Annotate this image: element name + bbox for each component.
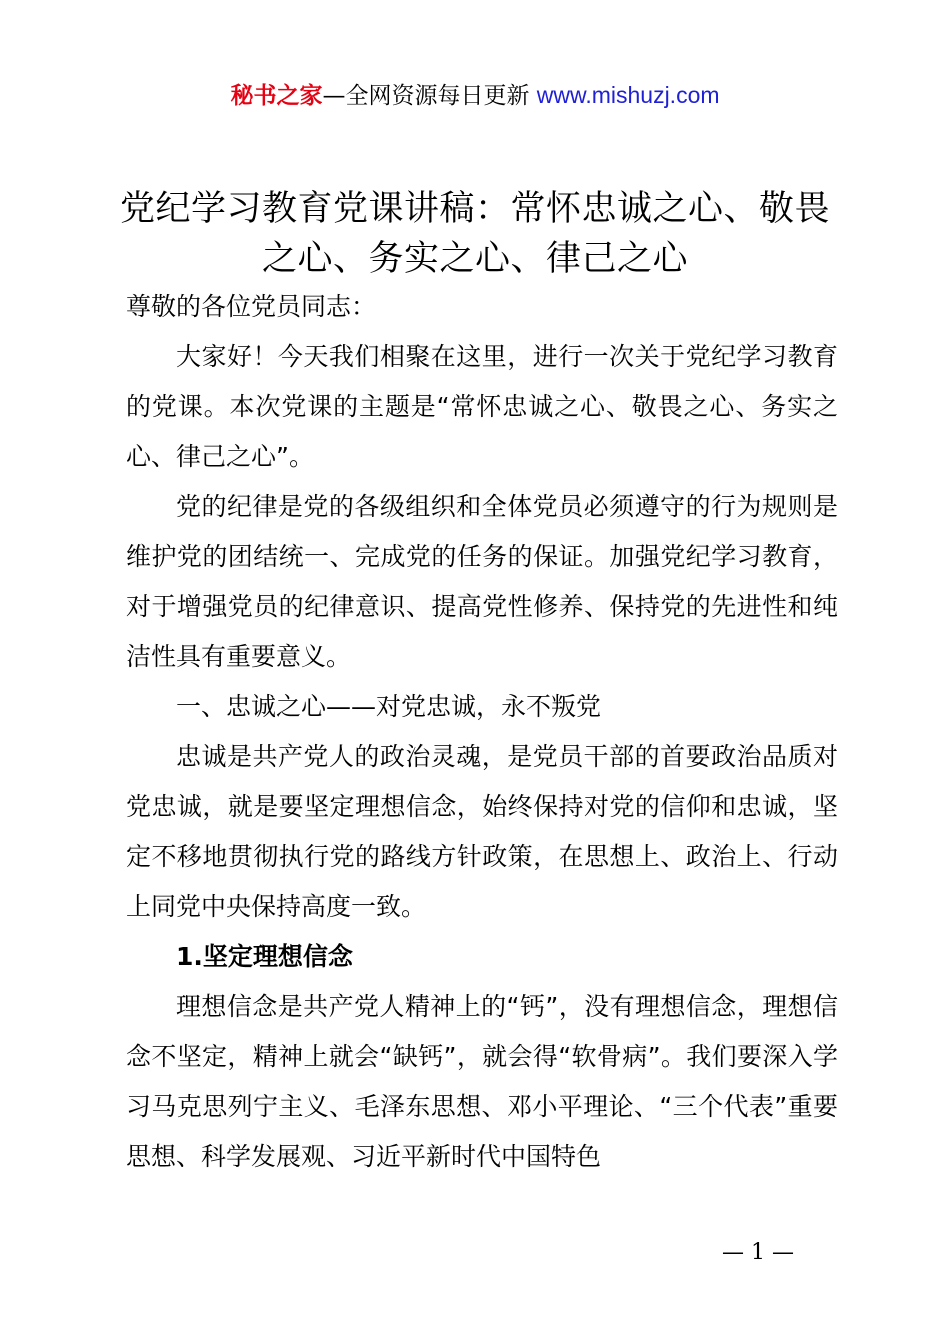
site-brand: 秘书之家 xyxy=(230,83,323,109)
site-url-link[interactable]: www.mishuzj.com xyxy=(536,82,720,108)
paragraph-discipline: 党的纪律是党的各级组织和全体党员必须遵守的行为规则是维护党的团结统一、完成党的任务的保证。加强党纪学习教育，对于增强党员的纪律意识、提高党性修养、保持党的先进性和纯洁性具有重要意义。 xyxy=(126,492,838,671)
paragraph-intro: 大家好！今天我们相聚在这里，进行一次关于党纪学习教育的党课。本次党课的主题是“常怀忠诚之心、敬畏之心、务实之心、律己之心”。 xyxy=(126,342,838,471)
site-banner xyxy=(0,78,950,113)
document-title: 党纪学习教育党课讲稿：常怀忠诚之心、敬畏之心、务实之心、律己之心 xyxy=(119,189,830,279)
paragraph-loyalty: 忠诚是共产党人的政治灵魂，是党员干部的首要政治品质对党忠诚，就是要坚定理想信念，始终保持对党的信仰和忠诚，坚定不移地贯彻执行党的路线方针政策，在思想上、政治上、行动上同党中央保持高度一致。 xyxy=(126,742,838,921)
site-tagline: —全网资源每日更新 xyxy=(322,83,537,109)
subsection-heading: 1.坚定理想信念 xyxy=(176,942,353,971)
page-number: — 1 — xyxy=(722,1240,794,1265)
paragraph-ideals: 理想信念是共产党人精神上的“钙”，没有理想信念，理想信念不坚定，精神上就会“缺钙”，就会得“软骨病”。我们要深入学习马克思列宁主义、毛泽东思想、邓小平理论、“三个代表”重要思想、科学发展观、习近平新时代中国特色 xyxy=(126,992,838,1171)
salutation: 尊敬的各位党员同志： xyxy=(126,292,377,321)
section-heading: 一、忠诚之心——对党忠诚，永不叛党 xyxy=(176,692,602,721)
